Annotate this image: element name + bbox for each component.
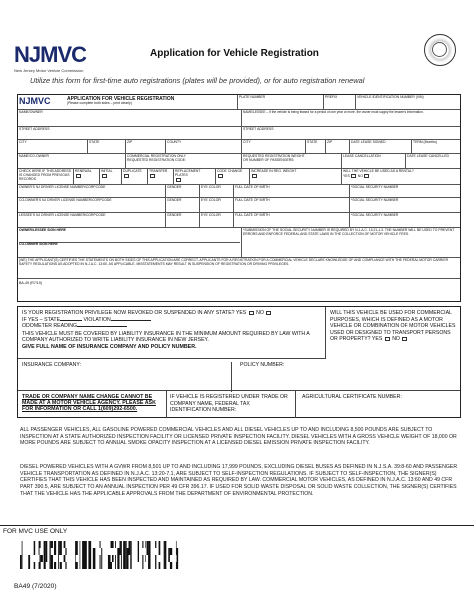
lessee-gender-field[interactable]: GENDER — [166, 213, 200, 227]
date-lease-cancelled-field[interactable]: DATE LEASE CANCELLED — [407, 154, 449, 158]
rental-question: WILL THE VEHICLE BE USED AS A RENTAL? YES NO — [343, 169, 414, 178]
co-owner-ssn-field[interactable]: *SOCIAL SECURITY NUMBER — [351, 198, 399, 202]
mvc-use-only-label: FOR MVC USE ONLY — [0, 525, 474, 537]
owner-name-field[interactable]: NAME/OWNER — [18, 110, 242, 126]
inspection-paragraph-2: DIESEL POWERED VEHICLES WITH A GVWR FROM 8,501 UP TO AND INCLUDING 17,999 POUNDS, EXCLUDING DIESEL BUSES AS DEFINED IN N.J.S.A. 39:8-60 AND PASSENGER VEHICLE TRANSPORTATION AS DEFINED IN N.J.A.C. 13:20-7.1, ARE SUBJECT TO SELF-INSPECTION REGULATIONS. IF SUBJECT TO SELF-INSPECTION, THE SIGNER(S) CERTIFIES THAT THIS VEHICLE HAS BEEN INSPECTED AND MAINTAINED AS REQUIRED BY LAW. COMMERCIAL MOTOR VEHICLES, AS DEFINED IN N.J.A.C. 13:60 AND 49 CFR PART 390.5, ARE SUBJECT TO AN ANNUAL INSPECTION PER 49 CFR 396.17. IF USED FOR SOLID WASTE DISPOSAL OR SOLID WASTE COLLECTION, THE SIGNER(S) CERTIFIES THAT THE VEHICLE HAS THE APPLICABLE APPROVALS FROM THE DEPARTMENT OF ENVIRONMENTAL PROTECTION. — [20, 464, 458, 497]
co-owner-license-field[interactable]: CO-OWNER'S NJ DRIVER LICENSE NUMBER/CORPCODE — [18, 198, 166, 212]
co-owner-name-field[interactable]: NAME/CO-OWNER — [18, 154, 126, 168]
lessee-zip-field[interactable]: ZIP — [326, 140, 350, 153]
odometer-field[interactable] — [77, 326, 127, 327]
lessee-ssn-field[interactable]: *SOCIAL SECURITY NUMBER — [351, 213, 399, 217]
if-yes-state-field[interactable] — [60, 320, 82, 321]
co-owner-dob-field[interactable]: FULL DATE OF BIRTH — [234, 198, 350, 212]
date-lease-signed-field[interactable]: DATE LEASE SIGNED — [350, 140, 412, 153]
insurance-required-text: THIS VEHICLE MUST BE COVERED BY LIABILITY INSURANCE IN THE MINIMUM AMOUNT REQUIRED BY LAW WITH A COMPANY AUTHORIZED TO WRITE LIABILITY INSURANCE IN NEW JERSEY. — [22, 330, 310, 343]
trade-name-notice: TRADE OR COMPANY NAME CHANGE CANNOT BE MADE AT A MOTOR VEHICLE AGENCY. PLEASE ASK FOR INFORMATION OR CALL 1(609)292-6500. — [22, 394, 156, 412]
owner-zip-field[interactable]: ZIP — [126, 140, 166, 153]
term-months-field[interactable]: TERM (Months) — [413, 140, 437, 144]
owner-dob-field[interactable]: FULL DATE OF BIRTH — [234, 185, 350, 197]
lessee-street-field[interactable]: STREET ADDRESS — [243, 127, 274, 131]
owner-eye-color-field[interactable]: EYE COLOR — [200, 185, 234, 197]
commercial-reg-section: COMMERCIAL REGISTRATION ONLY REQUESTED REGISTRATION CODE: — [126, 154, 242, 168]
page-title: Application for Vehicle Registration — [150, 48, 319, 59]
insurance-company-field[interactable]: INSURANCE COMPANY: — [22, 362, 232, 392]
increase-weight-checkbox[interactable]: INCREASE IN REG. WEIGHT — [250, 169, 342, 184]
footer-form-id: BA49 (7/2020) — [14, 583, 57, 590]
co-owner-gender-field[interactable]: GENDER — [166, 198, 200, 212]
commercial-question: WILL THIS VEHICLE BE USED FOR COMMERCIAL PURPOSES, WHICH IS DEFINED AS A MOTOR VEHICLE OR COMBINATION OF MOTOR VEHICLES USED OR DESIGNED TO TRANSPORT PERSONS OR PROPERTY? YES — [330, 310, 456, 342]
njmvc-logo — [14, 42, 88, 78]
plate-number-field[interactable]: PLATE NUMBER — [238, 95, 324, 109]
lessee-state-field[interactable]: STATE — [306, 140, 326, 153]
owner-county-field[interactable]: COUNTY — [166, 140, 242, 153]
initial-checkbox[interactable]: INITIAL — [100, 169, 122, 184]
lessee-city-field[interactable]: CITY — [242, 140, 306, 153]
owner-gender-field[interactable]: GENDER — [166, 185, 200, 197]
logo-subtext: New Jersey Motor Vehicle Commission — [14, 68, 84, 73]
violation-field[interactable] — [111, 320, 151, 321]
owner-ssn-field[interactable]: *SOCIAL SECURITY NUMBER — [351, 185, 399, 189]
owner-license-field[interactable]: OWNER'S NJ DRIVER LICENSE NUMBER/CORPCODE — [18, 185, 166, 197]
co-owner-signature-field[interactable]: CO-OWNER SIGN HERE — [19, 242, 58, 246]
rental-yes-checkbox[interactable] — [351, 174, 356, 178]
suspended-yes-checkbox[interactable] — [249, 311, 254, 315]
suspended-no-checkbox[interactable] — [266, 311, 271, 315]
owner-street-field[interactable]: STREET ADDRESS — [18, 127, 242, 139]
inspection-paragraph-1: ALL PASSENGER VEHICLES, ALL GASOLINE POWERED COMMERCIAL VEHICLES AND ALL DIESEL VEHICLES UP TO AND INCLUDING 8,500 POUNDS ARE SUBJECT TO INSPECTION AT A STATE AUTHORIZED INSPECTION FACILITY OR LICENSED PRIVATE INSPECTION FACILITY. DIESEL VEHICLES WITH A GROSS VEHICLE WEIGHT OF 18,000 OR MORE POUNDS ARE SUBJECT TO ANNUAL SMOKE OPACITY INSPECTION AT A LICENSED DIESEL EMISSION PRIVATE INSPECTION FACILITY. — [20, 427, 457, 447]
lessee-dob-field[interactable]: FULL DATE OF BIRTH — [234, 213, 350, 227]
code-change-checkbox[interactable]: CODE CHANGE — [216, 169, 250, 184]
transfer-checkbox[interactable]: TRANSFER — [148, 169, 174, 184]
federal-tax-id-field[interactable]: IF VEHICLE IS REGISTERED UNDER TRADE OR COMPANY NAME, FEDERAL TAX IDENTIFICATION NUMBER: — [166, 391, 296, 418]
address-changed-checkbox[interactable]: CHECK HERE IF THIS ADDRESS IS CHANGED FROM PREVIOUS RECORDS — [18, 169, 74, 184]
signature-section — [18, 228, 242, 257]
form-title: APPLICATION FOR VEHICLE REGISTRATION — [67, 96, 175, 102]
barcode-icon — [20, 541, 180, 569]
renewal-checkbox[interactable]: RENEWAL — [74, 169, 100, 184]
form-id: BA-49 (R7/19) — [19, 281, 42, 285]
owner-signature-field[interactable]: OWNER/LESSEE SIGN HERE — [19, 229, 240, 243]
form-logo: NJMVC — [19, 96, 51, 106]
insurance-section: IS YOUR REGISTRATION PRIVILEGE NOW REVOKED OR SUSPENDED IN ANY STATE? YES NO IF YES – STATE VIOLATION ODOMETER READING THIS VEHICLE MUST BE COVERED BY LIABILITY INSURANCE IN THE MINIMUM AMOUNT REQUIRED BY LAW WITH A COMPANY AUTHORIZED TO WRITE LIABILITY INSURANCE IN NEW JERSEY. GIVE FULL NAME OF INSURANCE COMPANY AND POLICY NUMBER. WILL THIS VEHICLE BE USED FOR COMMERCIAL PURPOSES, WHICH IS DEFINED AS A MOTOR VEHICLE OR COMBINATION OF MOTOR VEHICLES USED OR DESIGNED TO TRANSPORT PERSONS OR PROPERTY? YES NO INSURANCE COMPANY: POLICY NUMBER: TRADE OR COMPANY NAME CHANGE CANNOT BE MADE AT A MOTOR VEHICLE AGENCY. PLEASE ASK FOR INFORMATION OR CALL 1(609)292-6500. IF VEHICLE IS REGISTERED UNDER TRADE OR COMPANY NAME, FEDERAL TAX IDENTIFICATION NUMBER: AGRICULTURAL CERTIFICATE NUMBER: — [17, 306, 461, 418]
owner-city-field[interactable]: CITY — [18, 140, 88, 153]
owner-state-field[interactable]: STATE — [88, 140, 126, 153]
duplicate-checkbox[interactable]: DUPLICATE — [122, 169, 148, 184]
prefix-field[interactable]: PREFIX — [324, 95, 356, 109]
state-seal-icon — [424, 34, 456, 66]
commercial-no-checkbox[interactable] — [402, 337, 407, 341]
lessee-license-field[interactable]: LESSEE'S NJ DRIVER LICENSE NUMBER/CORPCODE — [18, 213, 166, 227]
policy-number-field[interactable]: POLICY NUMBER: — [240, 362, 285, 368]
agricultural-cert-field[interactable]: AGRICULTURAL CERTIFICATE NUMBER: — [302, 394, 402, 400]
give-full-name-text: GIVE FULL NAME OF INSURANCE COMPANY AND POLICY NUMBER. — [22, 343, 197, 350]
vin-field[interactable]: VEHICLE IDENTIFICATION NUMBER (VIN) — [357, 95, 424, 99]
form-subtitle: (Please complete both sides – print clearly) — [67, 101, 132, 105]
lessee-name-field[interactable]: NAME/LESSEE – If the vehicle is being leased for a period of one year or more, the owner must supply the lessee's information. — [243, 110, 424, 114]
lessee-eye-color-field[interactable]: EYE COLOR — [200, 213, 234, 227]
co-owner-eye-color-field[interactable]: EYE COLOR — [200, 198, 234, 212]
lease-cancellation-field[interactable]: LEASE CANCELLATION — [342, 154, 406, 168]
ssn-note: *SUBMISSION OF THE SOCIAL SECURITY NUMBER IS REQUIRED BY N.J.A.C. 13:21-1.3. THE NUMBER WILL BE USED TO PREVENT ERRORS AND ENFORCE FEDERAL AND STATE LAWS IN THE COLLECTION OF MOTOR VEHICLE FEES. — [243, 228, 455, 236]
replacement-plates-checkbox[interactable]: REPLACEMENT PLATES — [174, 169, 216, 184]
odometer-label: ODOMETER READING — [22, 323, 78, 329]
rental-no-checkbox[interactable] — [364, 174, 369, 178]
commercial-yes-checkbox[interactable] — [385, 337, 390, 341]
certification-text: (WE) THE APPLICANT(S) CERTIFIES THE STATEMENTS ON BOTH SIDES OF THIS APPLICATION ARE CORRECT. APPLICANTS FOR A REGISTRATION FOR A COMMERCIAL VEHICLE DECLARE KNOWLEDGE OF AND COMPLIANCE WITH THE FEDERAL MOTOR CARRIER SAFETY REGULATIONS AS ADOPTED IN N.J.A.C. 13:60, AS APPLICABLE. MISSTATEMENTS MAY RESULT IN SUSPENSION OF REGISTRATION OR DRIVING PRIVILEGES. — [19, 258, 449, 266]
registration-form — [17, 94, 461, 302]
logo-text: NJMVC — [14, 42, 87, 67]
suspended-question: IS YOUR REGISTRATION PRIVILEGE NOW REVOKED OR SUSPENDED IN ANY STATE? YES — [22, 310, 247, 316]
if-yes-state-label: IF YES – STATE — [22, 316, 61, 323]
page-subtitle: Utilize this form for first-time auto registrations (plates will be provided), or for auto registration renewal — [30, 76, 365, 85]
reg-weight-field[interactable]: REQUESTED REGISTRATION WEIGHT OR NUMBER OF PASSENGERS: — [242, 154, 342, 168]
